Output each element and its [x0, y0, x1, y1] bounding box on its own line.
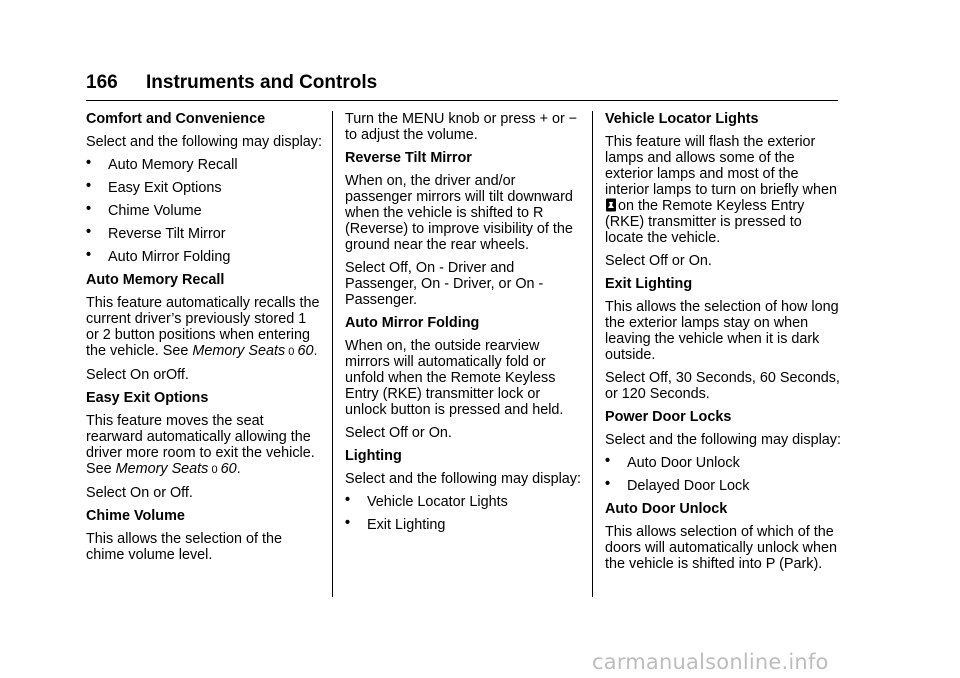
- paragraph: Select On orOff.: [86, 367, 189, 383]
- bullet: •: [605, 453, 611, 469]
- paragraph: Select and the following may display:: [605, 432, 841, 448]
- punctuation: .: [236, 461, 241, 477]
- page-ref-arrow-icon: 0: [211, 464, 218, 476]
- section-heading-auto-door-unlock: Auto Door Unlock: [605, 501, 728, 517]
- paragraph: When on, the outside rearview mirrors will automatically fold or unfold when the Remote Keyless Entry (RKE) transmitter lock or unlock button is pressed and held.: [345, 338, 564, 418]
- paragraph: [86, 295, 322, 360]
- list-item: [605, 478, 841, 494]
- options-list-door-locks: [605, 455, 841, 494]
- section-heading-reverse-tilt-mirror: Reverse Tilt Mirror: [345, 150, 472, 166]
- page-header: [86, 68, 838, 101]
- bullet: •: [345, 492, 351, 508]
- list-item-label: Exit Lighting: [367, 517, 446, 533]
- paragraph: This allows the selection of the chime volume level.: [86, 531, 282, 563]
- bullet: •: [86, 224, 92, 240]
- list-item: [86, 180, 322, 196]
- paragraph: Select Off, 30 Seconds, 60 Seconds, or 120 Seconds.: [605, 370, 840, 402]
- paragraph: [86, 413, 322, 478]
- cross-reference-link[interactable]: Memory Seats: [192, 343, 286, 359]
- options-list-comfort: [86, 157, 322, 265]
- watermark: carmanualsonline.info: [592, 650, 829, 674]
- paragraph-text: This feature will flash the exterior lamps and allows some of the exterior lamps and most of the interior lamps to turn on briefly when: [605, 134, 837, 198]
- reference-page-number[interactable]: 60: [220, 461, 237, 477]
- column-divider-left: [332, 111, 333, 597]
- list-item: [345, 517, 581, 533]
- punctuation: .: [313, 343, 318, 359]
- paragraph: This allows selection of which of the doors will automatically unlock when the vehicle is shifted into P (Park).: [605, 524, 837, 572]
- bullet: •: [86, 155, 92, 171]
- paragraph: Select Off or On.: [345, 425, 452, 441]
- page-title: Instruments and Controls: [146, 72, 378, 93]
- section-heading-exit-lighting: Exit Lighting: [605, 276, 693, 292]
- list-item-label: Vehicle Locator Lights: [367, 494, 508, 510]
- cross-reference-link[interactable]: Memory Seats: [115, 461, 209, 477]
- paragraph: Turn the MENU knob or press + or − to adjust the volume.: [345, 111, 578, 143]
- section-heading-easy-exit: Easy Exit Options: [86, 390, 209, 406]
- list-item: [86, 203, 322, 219]
- paragraph: This allows the selection of how long the exterior lamps stay on when leaving the vehicle when it is dark outside.: [605, 299, 839, 363]
- vehicle-locator-key-icon: [605, 198, 617, 212]
- page-number: 166: [86, 72, 118, 93]
- paragraph: Select Off, On - Driver and Passenger, On - Driver, or On - Passenger.: [345, 260, 544, 308]
- column-divider-right: [592, 111, 593, 597]
- section-heading-auto-mirror-folding: Auto Mirror Folding: [345, 315, 480, 331]
- bullet: •: [86, 178, 92, 194]
- paragraph-text: This feature automatically recalls the current driver’s previously stored 1 or 2 button positions when entering the vehicle. See: [86, 295, 320, 359]
- paragraph-text: on the Remote Keyless Entry (RKE) transmitter is pressed to locate the vehicle.: [605, 198, 805, 246]
- list-item: [86, 226, 322, 242]
- list-item-label: Chime Volume: [108, 203, 202, 219]
- section-heading-vehicle-locator-lights: Vehicle Locator Lights: [605, 111, 759, 127]
- bullet: •: [86, 201, 92, 217]
- section-heading-lighting: Lighting: [345, 448, 402, 464]
- list-item-label: Auto Memory Recall: [108, 157, 238, 173]
- list-item-label: Delayed Door Lock: [627, 478, 750, 494]
- bullet: •: [345, 515, 351, 531]
- column-left: [86, 111, 322, 570]
- section-heading-comfort: Comfort and Convenience: [86, 111, 266, 127]
- list-item-label: Auto Door Unlock: [627, 455, 740, 471]
- options-list-lighting: [345, 494, 581, 533]
- list-item: [86, 157, 322, 173]
- list-item-label: Easy Exit Options: [108, 180, 222, 196]
- bullet: •: [86, 247, 92, 263]
- list-item-label: Auto Mirror Folding: [108, 249, 231, 265]
- section-heading-auto-memory-recall: Auto Memory Recall: [86, 272, 225, 288]
- column-middle: [345, 111, 581, 540]
- page-ref-arrow-icon: 0: [288, 346, 295, 358]
- list-item: [86, 249, 322, 265]
- paragraph: Select and the following may display:: [86, 134, 322, 150]
- section-heading-chime-volume: Chime Volume: [86, 508, 185, 524]
- paragraph: [605, 134, 841, 246]
- list-item-label: Reverse Tilt Mirror: [108, 226, 226, 242]
- reference-page-number[interactable]: 60: [297, 343, 314, 359]
- paragraph: Select and the following may display:: [345, 471, 581, 487]
- list-item: [345, 494, 581, 510]
- paragraph-text: This feature moves the seat rearward automatically allowing the driver more room to exit the vehicle. See: [86, 413, 315, 477]
- section-heading-power-door-locks: Power Door Locks: [605, 409, 732, 425]
- column-right: [605, 111, 841, 579]
- bullet: •: [605, 476, 611, 492]
- paragraph: When on, the driver and/or passenger mirrors will tilt downward when the vehicle is shifted to R (Reverse) to improve visibility of the ground near the rear wheels.: [345, 173, 573, 253]
- paragraph: Select On or Off.: [86, 485, 193, 501]
- paragraph: Select Off or On.: [605, 253, 712, 269]
- list-item: [605, 455, 841, 471]
